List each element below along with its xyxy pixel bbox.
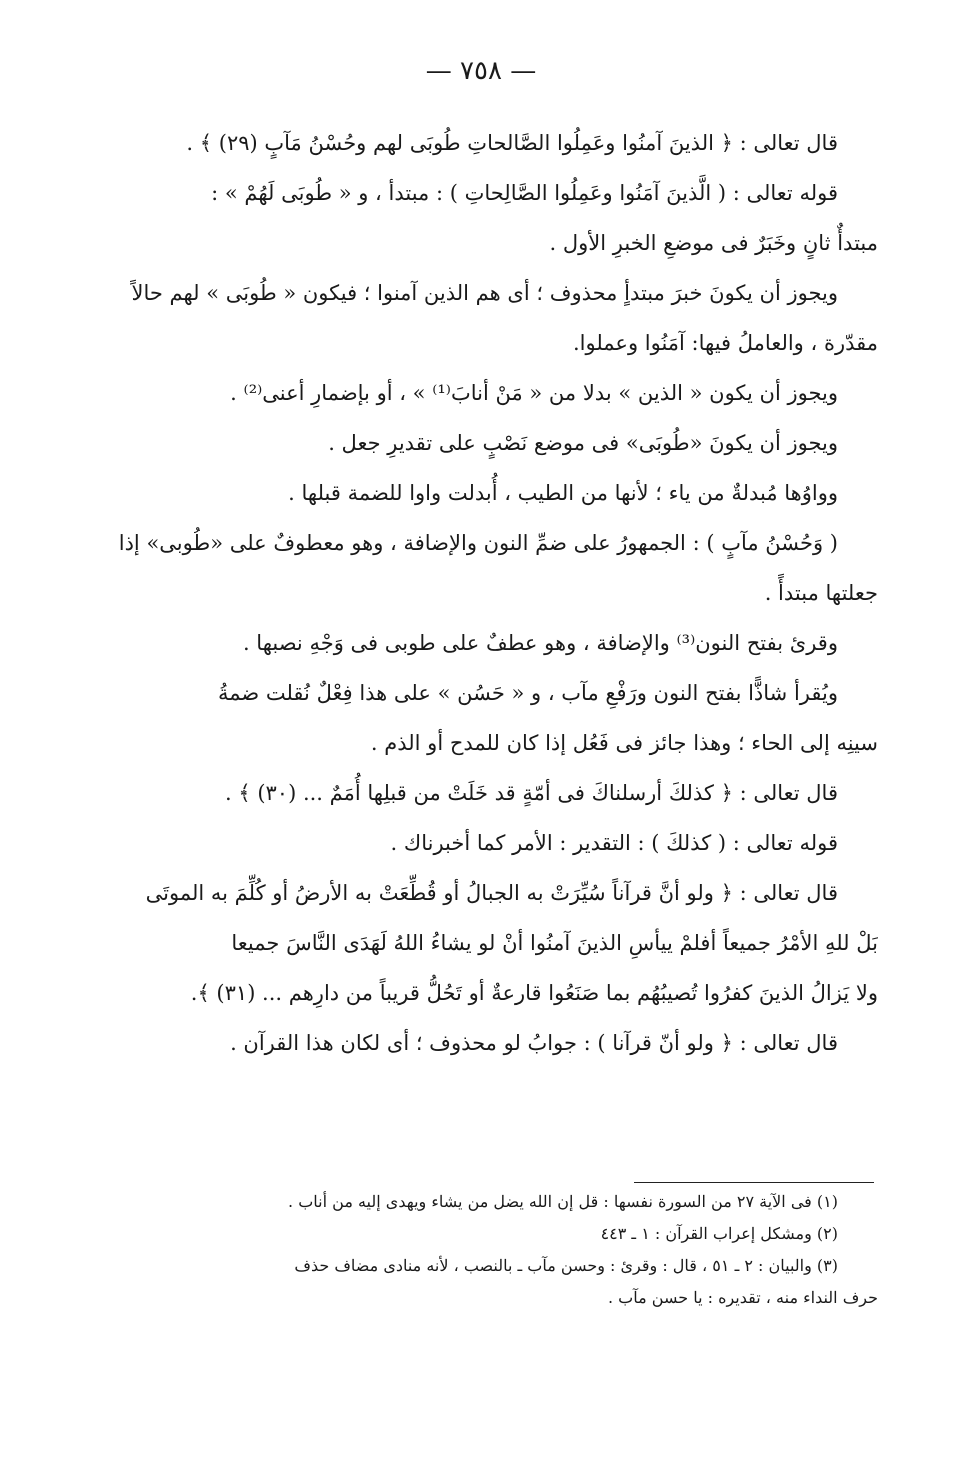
footnote: (٣) والبيان : ٢ ـ ٥١ ، قال : وقرئ : وحسن مآب ـ بالنصب ، لأنه منادى مضاف حذف	[294, 1256, 838, 1275]
text-line: قوله تعالى : ( كذلكَ ) : التقدير : الأمر كما أخبرناك .	[390, 831, 838, 855]
footnote-divider	[634, 1182, 874, 1183]
footnote: (٢) ومشكل إعراب القرآن : ١ ـ ٤٤٣	[600, 1224, 838, 1243]
text-line: مبتدأٌ ثانٍ وخَبَرٌ فى موضعِ الخبرِ الأول .	[549, 231, 878, 255]
text-line: مقدّرة ، والعاملُ فيها: آمَنُوا وعملوا.	[572, 331, 878, 355]
text-line: قال تعالى : ﴿ كذلكَ أرسلناكَ فى أمّةٍ قد خَلَتْ من قبلِها أُمَمٌ ... (٣٠) ﴾ .	[224, 781, 838, 805]
text-line: ولا يَزالُ الذينَ كفرُوا تُصيبُهُم بما صَنَعُوا قارعةٌ أو تَحُلُّ قريباً من دارِهم ... (٣١) ﴾.	[190, 981, 878, 1005]
footnote: (١) فى الآية ٢٧ من السورة نفسها : قل إن الله يضل من يشاء ويهدى إليه من أناب .	[288, 1192, 838, 1211]
text-line: ويجوز أن يكونَ خبرَ مبتدأٍ محذوف ؛ أى هم الذين آمنوا ؛ فيكون « طُوبَى » لهم حالاً	[131, 281, 838, 305]
text-line: وواوُها مُبدلةٌ من ياء ؛ لأنها من الطيب ، أُبدلت واوا للضمة قبلها .	[288, 481, 838, 505]
text-line: ويجوز أن يكون « الذين » بدلا من « مَنْ أنابَ⁽¹⁾ » ، أو بإضمارِ أعنى⁽²⁾ .	[230, 381, 838, 405]
text-line: ويجوز أن يكونَ «طُوبَى» فى موضع نَصْبٍ على تقديرِ جعل .	[328, 431, 838, 455]
text-line: قال تعالى : ﴿ ولو أنّ قرآنا ) : جوابُ لو محذوف ؛ أى لكان هذا القرآن .	[230, 1031, 838, 1055]
footnote: حرف النداء منه ، تقديره : يا حسن مآب .	[608, 1288, 878, 1307]
text-line: ( وَحُسْنُ مآبٍ ) : الجمهورُ على ضمِّ النون والإضافة ، وهو معطوفٌ على «طُوبى» إذا	[118, 531, 838, 555]
page-number: — ٧٥٨ —	[425, 56, 537, 86]
text-line: بَلْ للهِ الأمْرُ جميعاً أفلمْ ييأسِ الذينَ آمنُوا أنْ لو يشاءُ اللهُ لَهَدَى النَّاسَ جميعا	[231, 931, 878, 955]
text-line: وقرئ بفتح النون⁽³⁾ والإضافة ، وهو عطفٌ على طوبى فى وَجْهِ نصبها .	[242, 631, 838, 655]
text-line: سينِه إلى الحاء ؛ وهذا جائز فى فَعُل إذا كان للمدح أو الذم .	[370, 731, 878, 755]
text-line: قال تعالى : ﴿ الذينَ آمنُوا وعَمِلُوا الصَّالحاتِ طُوبَى لهم وحُسْنُ مَآبٍ (٢٩) ﴾ .	[186, 131, 838, 155]
footnotes	[78, 1186, 878, 1314]
main-text	[78, 118, 878, 1068]
text-line: قوله تعالى : ( الَّذينَ آمَنُوا وعَمِلُوا الصَّالِحاتِ ) : مبتدأ ، و « طُوبَى لَهُمْ » :	[211, 181, 838, 205]
text-line: قال تعالى : ﴿ ولو أنَّ قرآناً سُيِّرَتْ به الجبالُ أو قُطِّعَتْ به الأرضُ أو كُلِّمَ به الموتَى	[145, 881, 838, 905]
text-line: ويُقرأ شاذًّا بفتح النون ورَفْعِ مآب ، و « حَسُن » على هذا فِعْلٌ نُقلت ضمةُ	[217, 681, 838, 705]
text-line: جعلتها مبتدأً .	[764, 581, 878, 605]
